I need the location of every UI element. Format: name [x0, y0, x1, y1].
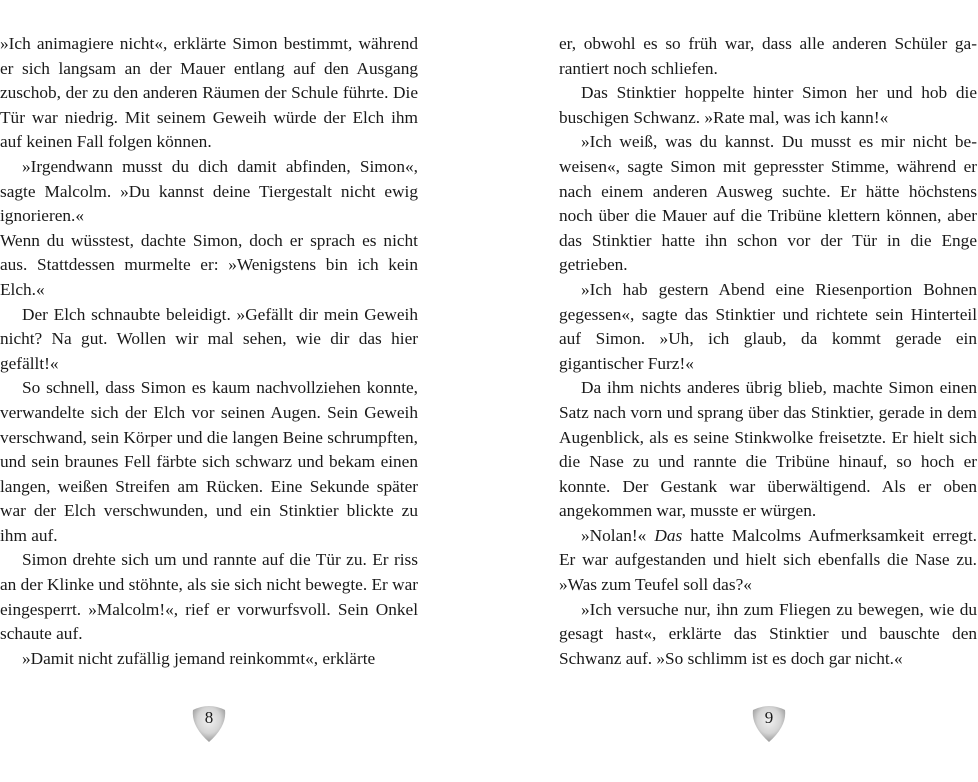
paragraph: »Irgendwann musst du dich damit abfinden, Simon«, sagte Malcolm. »Du kannst deine Tiergestalt nicht ewig ignorieren.«	[0, 156, 418, 226]
paragraph: Wenn du wüsstest, dachte Simon, doch er sprach es nicht aus. Stattdessen murmelte er: »Wenigstens bin ich kein Elch.«	[0, 230, 418, 299]
paragraph-emphasis: Das	[654, 525, 683, 545]
paragraph: Der Elch schnaubte beleidigt. »Gefällt dir mein Geweih nicht? Na gut. Wollen wir mal sehen, wie dir das hier gefällt!«	[0, 304, 418, 373]
paragraph: »Ich weiß, was du kannst. Du musst es mir nicht beweisen«, sagte Simon mit gepresster Stimme, während er nach einem anderen Ausweg suchte. Er hätte höchstens noch über die Mauer auf die Tribüne klettern können, aber das Stinktier hatte ihn schon vor der Tür in die Enge getrieben.	[559, 132, 977, 275]
paragraph: Das Stinktier hoppelte hinter Simon her und hob die buschigen Schwanz. »Rate mal, was ich kann!«	[559, 83, 977, 127]
paragraph: »Ich hab gestern Abend eine Riesenportion Bohnen gegessen«, sagte das Stinktier und richtete sein Hinterteil auf Simon. »Uh, ich glaub, da kommt gerade ein gigantischer Furz!«	[559, 279, 977, 373]
paragraph: So schnell, dass Simon es kaum nachvollziehen konnte, verwandelte sich der Elch vor seinen Augen. Sein Geweih verschwand, sein Körper und die langen Beine schrumpften, und sein braunes Fell färbte sich schwarz und bekam einen langen, weißen Streifen am Rücken. Eine Sekunde später war der Elch verschwunden, und ein Stinktier blickte zu ihm auf.	[0, 378, 418, 545]
page-number: 8	[204, 708, 214, 727]
paragraph-text-before: »Nolan!«	[581, 525, 655, 545]
paragraph-text-after: hatte Malcolms Aufmerksamkeit erregt. Er war aufgestanden und hielt sich ebenfalls die Nase zu. »Was zum Teufel soll das?«	[559, 525, 977, 595]
page-number: 9	[764, 708, 774, 727]
paragraph	[559, 524, 977, 598]
paragraph: Simon drehte sich um und rannte auf die Tür zu. Er riss an der Klinke und stöhnte, als sie sich nicht bewegte. Er war eingesperrt. »Malcolm!«, rief er vorwurfsvoll. Sein Onkel schaute auf.	[0, 550, 418, 644]
page-number-badge	[747, 704, 791, 744]
paragraph: er, obwohl es so früh war, dass alle anderen Schüler garantiert noch schliefen.	[559, 34, 977, 78]
paragraph: »Ich versuche nur, ihn zum Fliegen zu bewegen, wie du gesagt hast«, erklärte das Stinktier und bauschte den Schwanz auf. »So schlimm ist es doch gar nicht.«	[559, 599, 977, 668]
left-page	[0, 32, 418, 671]
paragraph: »Damit nicht zufällig jemand reinkommt«, erklärte	[22, 648, 376, 668]
right-page	[559, 32, 977, 671]
page-number-badge	[187, 704, 231, 744]
paragraph: Da ihm nichts anderes übrig blieb, machte Simon einen Satz nach vorn und sprang über das Stinktier, gerade in dem Augenblick, als es seine Stinkwolke freisetzte. Er hielt sich die Nase zu und rannte die Tribüne hinauf, so hoch er konnte. Der Gestank war überwältigend. Als er oben angekommen war, musste er würgen.	[559, 378, 977, 521]
paragraph: »Ich animagiere nicht«, erklärte Simon bestimmt, während er sich langsam an der Mauer entlang auf den Ausgang zuschob, der zu den anderen Räumen der Schule führte. Die Tür war niedrig. Mit seinem Geweih würde der Elch ihm auf keinen Fall folgen können.	[0, 34, 418, 152]
